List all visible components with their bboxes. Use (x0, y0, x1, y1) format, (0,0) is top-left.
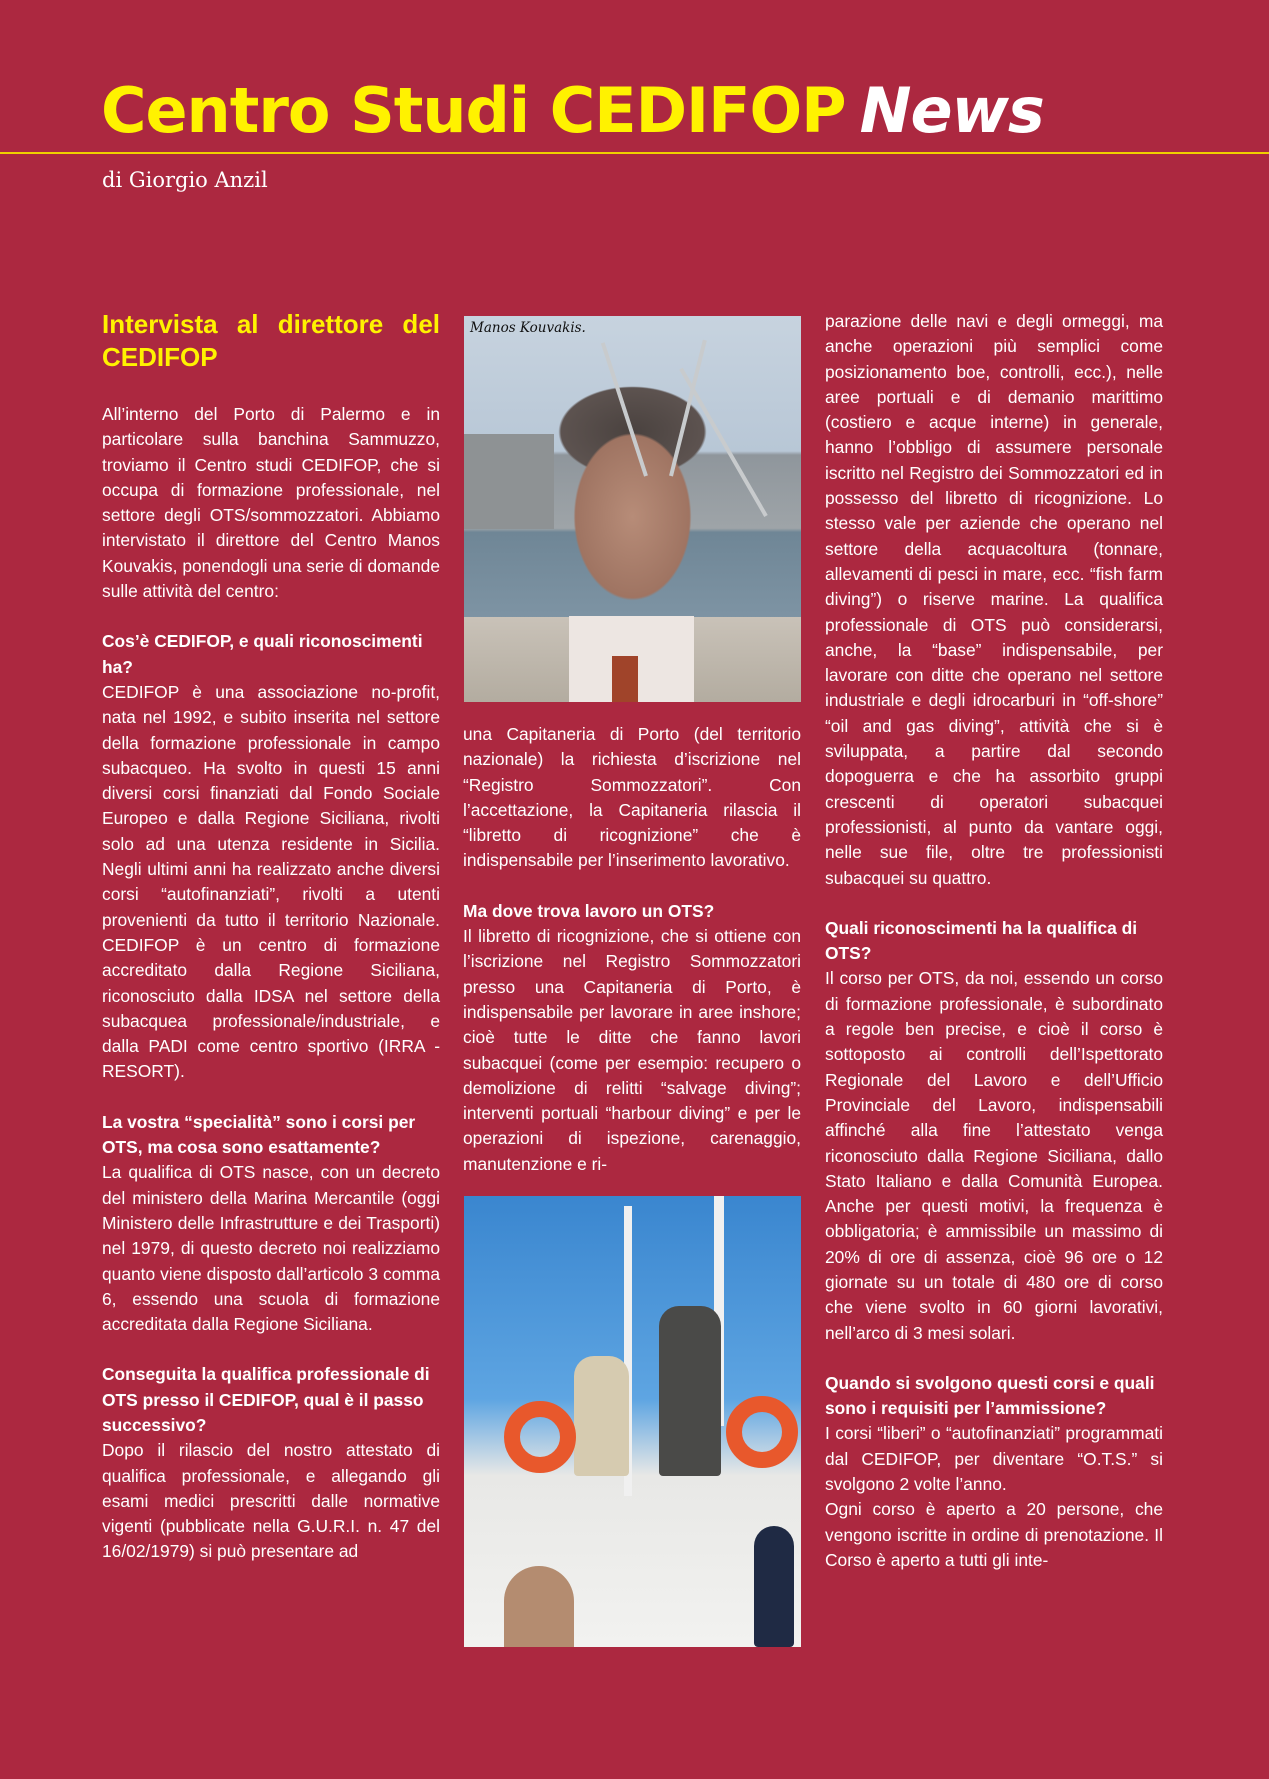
person-shape (754, 1526, 794, 1647)
question-4: Ma dove trova lavoro un OTS? (463, 900, 715, 921)
masthead-brand: Centro Studi CEDIFOP (101, 74, 846, 147)
masthead-title (101, 74, 1044, 147)
answer-3-part-1: Dopo il rilascio del nostro attestato di qualifica professionale, e allegando gli esami medici prescritti dalle normative vigenti (pubblicate nella G.U.R.I. n. 47 del 16/02/1979) si può presentare ad (102, 1440, 440, 1562)
photo-caption: Manos Kouvakis. (470, 320, 586, 336)
person-shape (659, 1306, 721, 1476)
answer-1: CEDIFOP è una associazione no-profit, nata nel 1992, e subito inserita nel settore della formazione professionale in campo subacqueo. Ha svolto in questi 15 anni diversi corsi finanziati dal Fondo Sociale Europeo e dalla Regione Siciliana, rivolti solo ad una utenza residente in Sicilia. Negli ultimi anni ha realizzato anche diversi corsi “autofinanziati”, rivolti a utenti provenienti da tutto il territorio Nazionale. CEDIFOP è un centro di formazione accreditato dalla Regione Siciliana, riconosciuto dalla IDSA nel settore della subacquea professionale/industriale, e dalla PADI come centro sportivo (IRRA - RESORT). (102, 681, 440, 1082)
article-headline: Intervista al direttore del CEDIFOP (102, 309, 440, 372)
question-3: Conseguita la qualifica professionale di OTS presso il CEDIFOP, qual è il passo successivo? (102, 1364, 430, 1435)
header-divider (0, 152, 1269, 154)
column-2 (463, 722, 801, 1177)
question-5: Quali riconoscimenti ha la qualifica di OTS? (825, 917, 1138, 964)
question-6: Quando si svolgono questi corsi e quali sono i requisiti per l’ammissione? (825, 1372, 1155, 1419)
person-shape (574, 1356, 629, 1476)
answer-4-part-2: parazione delle navi e degli ormeggi, ma anche operazioni più semplici come posizionamento boe, controlli, ecc.), nelle aree portuali e di demanio marittimo (costiero e acque interne) in generale, hanno l’obbligo di assumere personale iscritto nel Registro dei Sommozzatori ed in possesso del libretto di ricognizione. Lo stesso vale per aziende che operano nel settore della acquacoltura (tonnare, allevamenti di pesci in mare, ecc. “fish farm diving”) o riserve marine. La qualifica professionale di OTS può considerarsi, anche, la “base” indispensabile, per lavorare con ditte che operano nel settore industriale e degli idrocarburi in “off-shore” “oil and gas diving”, attività che si è sviluppata, a partire dal secondo dopoguerra e che ha assorbito gruppi crescenti di operatori subacquei professionisti, al punto da vantare oggi, nelle sue file, oltre tre professionisti subacquei su quattro. (825, 311, 1163, 888)
portrait-photo (464, 316, 801, 702)
answer-5: Il corso per OTS, da noi, essendo un corso di formazione professionale, è subordinato a regole ben precise, e cioè il corso è sottoposto ai controlli dell’Ispettorato Regionale del Lavoro e dell’Ufficio Provinciale del Lavoro, indispensabili affinché alla fine l’attestato venga riconosciuto dalla Regione Siciliana, dallo Stato Italiano e dalla Comunità Europea. Anche per questi motivi, la frequenza è obbligatoria; è ammissibile un massimo di 20% di ore di assenza, cioè 96 ore o 12 giornate su un totale di 480 ore di corso che viene svolto in 60 giorni lavorativi, nell’arco di 3 mesi solari. (825, 968, 1163, 1343)
tie-shape (612, 656, 638, 702)
ship-shape (464, 434, 554, 529)
byline: di Giorgio Anzil (102, 168, 268, 192)
crane-shape (679, 368, 767, 517)
life-buoy-icon (504, 1401, 576, 1473)
question-1: Cos’è CEDIFOP, e quali riconoscimenti ha? (102, 631, 423, 677)
answer-6-continued: Ogni corso è aperto a 20 persone, che vengono iscritte in ordine di prenotazione. Il Corso è aperto a tutti gli inte- (825, 1499, 1163, 1570)
answer-6: I corsi “liberi” o “autofinanziati” programmati dal CEDIFOP, per diventare “O.T.S.” si svolgono 2 volte l’anno. (825, 1423, 1163, 1495)
answer-3-part-2: una Capitaneria di Porto (del territorio nazionale) la richiesta d’iscrizione nel “Registro Sommozzatori”. Con l’accettazione, la Capitaneria rilascia il “libretto di ricognizione” che è indispensabile per l’inserimento lavorativo. (463, 724, 801, 871)
life-buoy-icon (726, 1396, 798, 1468)
answer-2: La qualifica di OTS nasce, con un decreto del ministero della Marina Mercantile (oggi Ministero delle Infrastrutture e dei Trasporti) nel 1979, di questo decreto noi realizziamo quanto viene disposto dall’articolo 3 comma 6, essendo una scuola di formazione accreditata dalla Regione Siciliana. (102, 1162, 440, 1335)
column-1 (102, 308, 440, 1565)
boat-photo (464, 1196, 801, 1647)
crane-shape (601, 342, 648, 476)
answer-4-part-1: Il libretto di ricognizione, che si ottiene con l’iscrizione nel Registro Sommozzatori presso una Capitaneria di Porto, è indispensabile per lavorare in aree inshore; cioè tutte le ditte che fanno lavori subacquei (come per esempio: recupero o demolizione di relitti “salvage diving”; interventi portuali “harbour diving” e per le operazioni di ispezione, carenaggio, manutenzione e ri- (463, 926, 801, 1174)
masthead-news: News (859, 74, 1044, 147)
person-shape (504, 1566, 574, 1647)
question-2: La vostra “specialità” sono i corsi per OTS, ma cosa sono esattamente? (102, 1111, 416, 1158)
column-3 (825, 309, 1163, 1573)
article-intro: All’interno del Porto di Palermo e in particolare sulla banchina Sammuzzo, troviamo il Centro studi CEDIFOP, che si occupa di formazione professionale, nel settore degli OTS/sommozzatori. Abbiamo intervistato il direttore del Centro Manos Kouvakis, ponendogli una serie di domande sulle attività del centro: (102, 404, 440, 602)
